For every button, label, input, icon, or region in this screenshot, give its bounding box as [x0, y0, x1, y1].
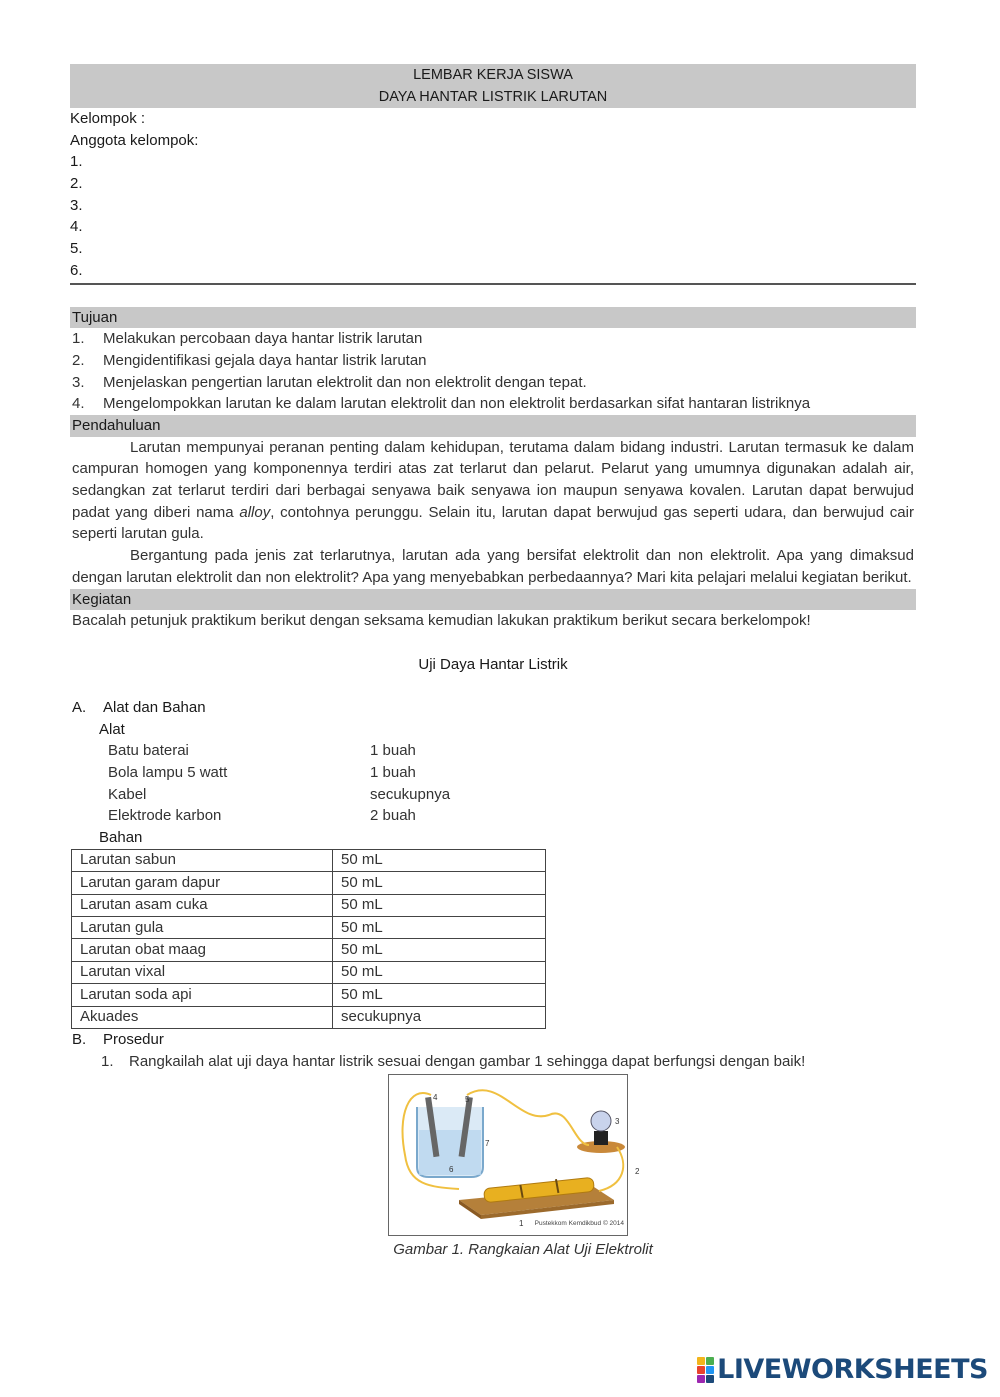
table-row: Larutan garam dapur 50 mL [72, 872, 546, 894]
table-row: Larutan vixal 50 mL [72, 961, 546, 983]
figure-label: 3 [615, 1117, 620, 1127]
table-row: Akuades secukupnya [72, 1006, 546, 1028]
figure-label: 7 [485, 1139, 490, 1149]
prosedur-step: 1. Rangkailah alat uji daya hantar listrik sesuai dengan gambar 1 sehingga dapat berfungsi dengan baik! [101, 1052, 806, 1070]
worksheet-subtitle: DAYA HANTAR LISTRIK LARUTAN [378, 88, 608, 105]
member-number: 6. [70, 261, 83, 279]
circuit-figure [388, 1074, 640, 1236]
member-number: 3. [70, 196, 83, 214]
pendahuluan-heading: Pendahuluan [70, 415, 916, 437]
tujuan-item: 3. Menjelaskan pengertian larutan elektrolit dan non elektrolit dengan tepat. [72, 373, 587, 391]
alat-row: Kabel secukupnya [108, 785, 451, 803]
brand-name: LIVEWORKSHEETS [717, 1354, 988, 1385]
section-b-heading: B. Prosedur [72, 1030, 164, 1048]
kegiatan-instruction: Bacalah petunjuk praktikum berikut dengan seksama kemudian lakukan praktikum berikut secara berkelompok! [72, 612, 811, 630]
bahan-heading: Bahan [99, 829, 143, 847]
worksheet-page [70, 64, 916, 1261]
tujuan-item: 2. Mengidentifikasi gejala daya hantar listrik larutan [72, 351, 427, 369]
pendahuluan-paragraph-1: Larutan mempunyai peranan penting dalam kehidupan, terutama dalam bidang industri. Larutan termasuk ke dalam campuran homogen yang komponennya terdiri atas zat terlarut dan pelarut. Pelarut yang umumnya digunakan adalah air, sedangkan zat terlarut terdiri dari berbagai senyawa baik senyawa ion maupun senyawa kovalen. Larutan dapat berwujud padat yang diberi nama alloy, contohnya perunggu. Selain itu, larutan dapat berwujud gas seperti udara, dan berwujud cair seperti larutan gula. [72, 438, 914, 543]
pendahuluan-paragraph-2: Bergantung pada jenis zat terlarutnya, larutan ada yang bersifat elektrolit dan non elektrolit. Apa yang dimaksud dengan larutan elektrolit dan non elektrolit? Apa yang menyebabkan perbedaannya? Mari kita pelajari melalui kegiatan berikut. [72, 547, 914, 586]
section-a-heading: A. Alat dan Bahan [72, 698, 206, 716]
figure-label: 2 [635, 1167, 640, 1177]
table-row: Larutan sabun 50 mL [72, 849, 546, 871]
anggota-label: Anggota kelompok: [70, 131, 199, 149]
member-number: 5. [70, 240, 83, 258]
figure-label: 6 [449, 1165, 454, 1175]
alat-row: Batu baterai 1 buah [108, 742, 416, 760]
alat-row: Bola lampu 5 watt 1 buah [108, 764, 416, 782]
table-row: Larutan obat maag 50 mL [72, 939, 546, 961]
member-number: 2. [70, 175, 83, 193]
figure-credit: Pustekkom Kemdikbud © 2014 [534, 1219, 624, 1227]
kegiatan-heading: Kegiatan [70, 589, 916, 611]
member-number: 4. [70, 218, 83, 236]
member-number: 1. [70, 153, 83, 171]
liveworksheets-logo [697, 1354, 988, 1385]
wire [599, 1147, 623, 1191]
bahan-table [71, 849, 546, 1029]
alat-heading: Alat [99, 720, 125, 738]
circuit-illustration [389, 1075, 627, 1235]
figure-caption: Gambar 1. Rangkaian Alat Uji Elektrolit [393, 1241, 653, 1259]
kegiatan-subtitle: Uji Daya Hantar Listrik [418, 655, 568, 673]
tujuan-heading: Tujuan [70, 307, 916, 329]
bulb-icon [591, 1111, 611, 1131]
alat-row: Elektrode karbon 2 buah [108, 807, 416, 825]
kelompok-label: Kelompok : [70, 110, 146, 127]
tujuan-item: 4. Mengelompokkan larutan ke dalam larutan elektrolit dan non elektrolit berdasarkan sifat hantaran listriknya [72, 395, 811, 413]
figure-label: 4 [433, 1093, 438, 1103]
worksheet-title-box [70, 64, 916, 108]
table-row: Larutan soda api 50 mL [72, 984, 546, 1006]
liveworksheets-logo-icon [697, 1357, 714, 1383]
worksheet-title: LEMBAR KERJA SISWA [413, 67, 573, 83]
tujuan-item: 1. Melakukan percobaan daya hantar listrik larutan [72, 330, 423, 348]
figure-label: 5 [465, 1095, 470, 1105]
table-row: Larutan asam cuka 50 mL [72, 894, 546, 916]
table-row: Larutan gula 50 mL [72, 916, 546, 938]
figure-label: 1 [519, 1219, 524, 1229]
